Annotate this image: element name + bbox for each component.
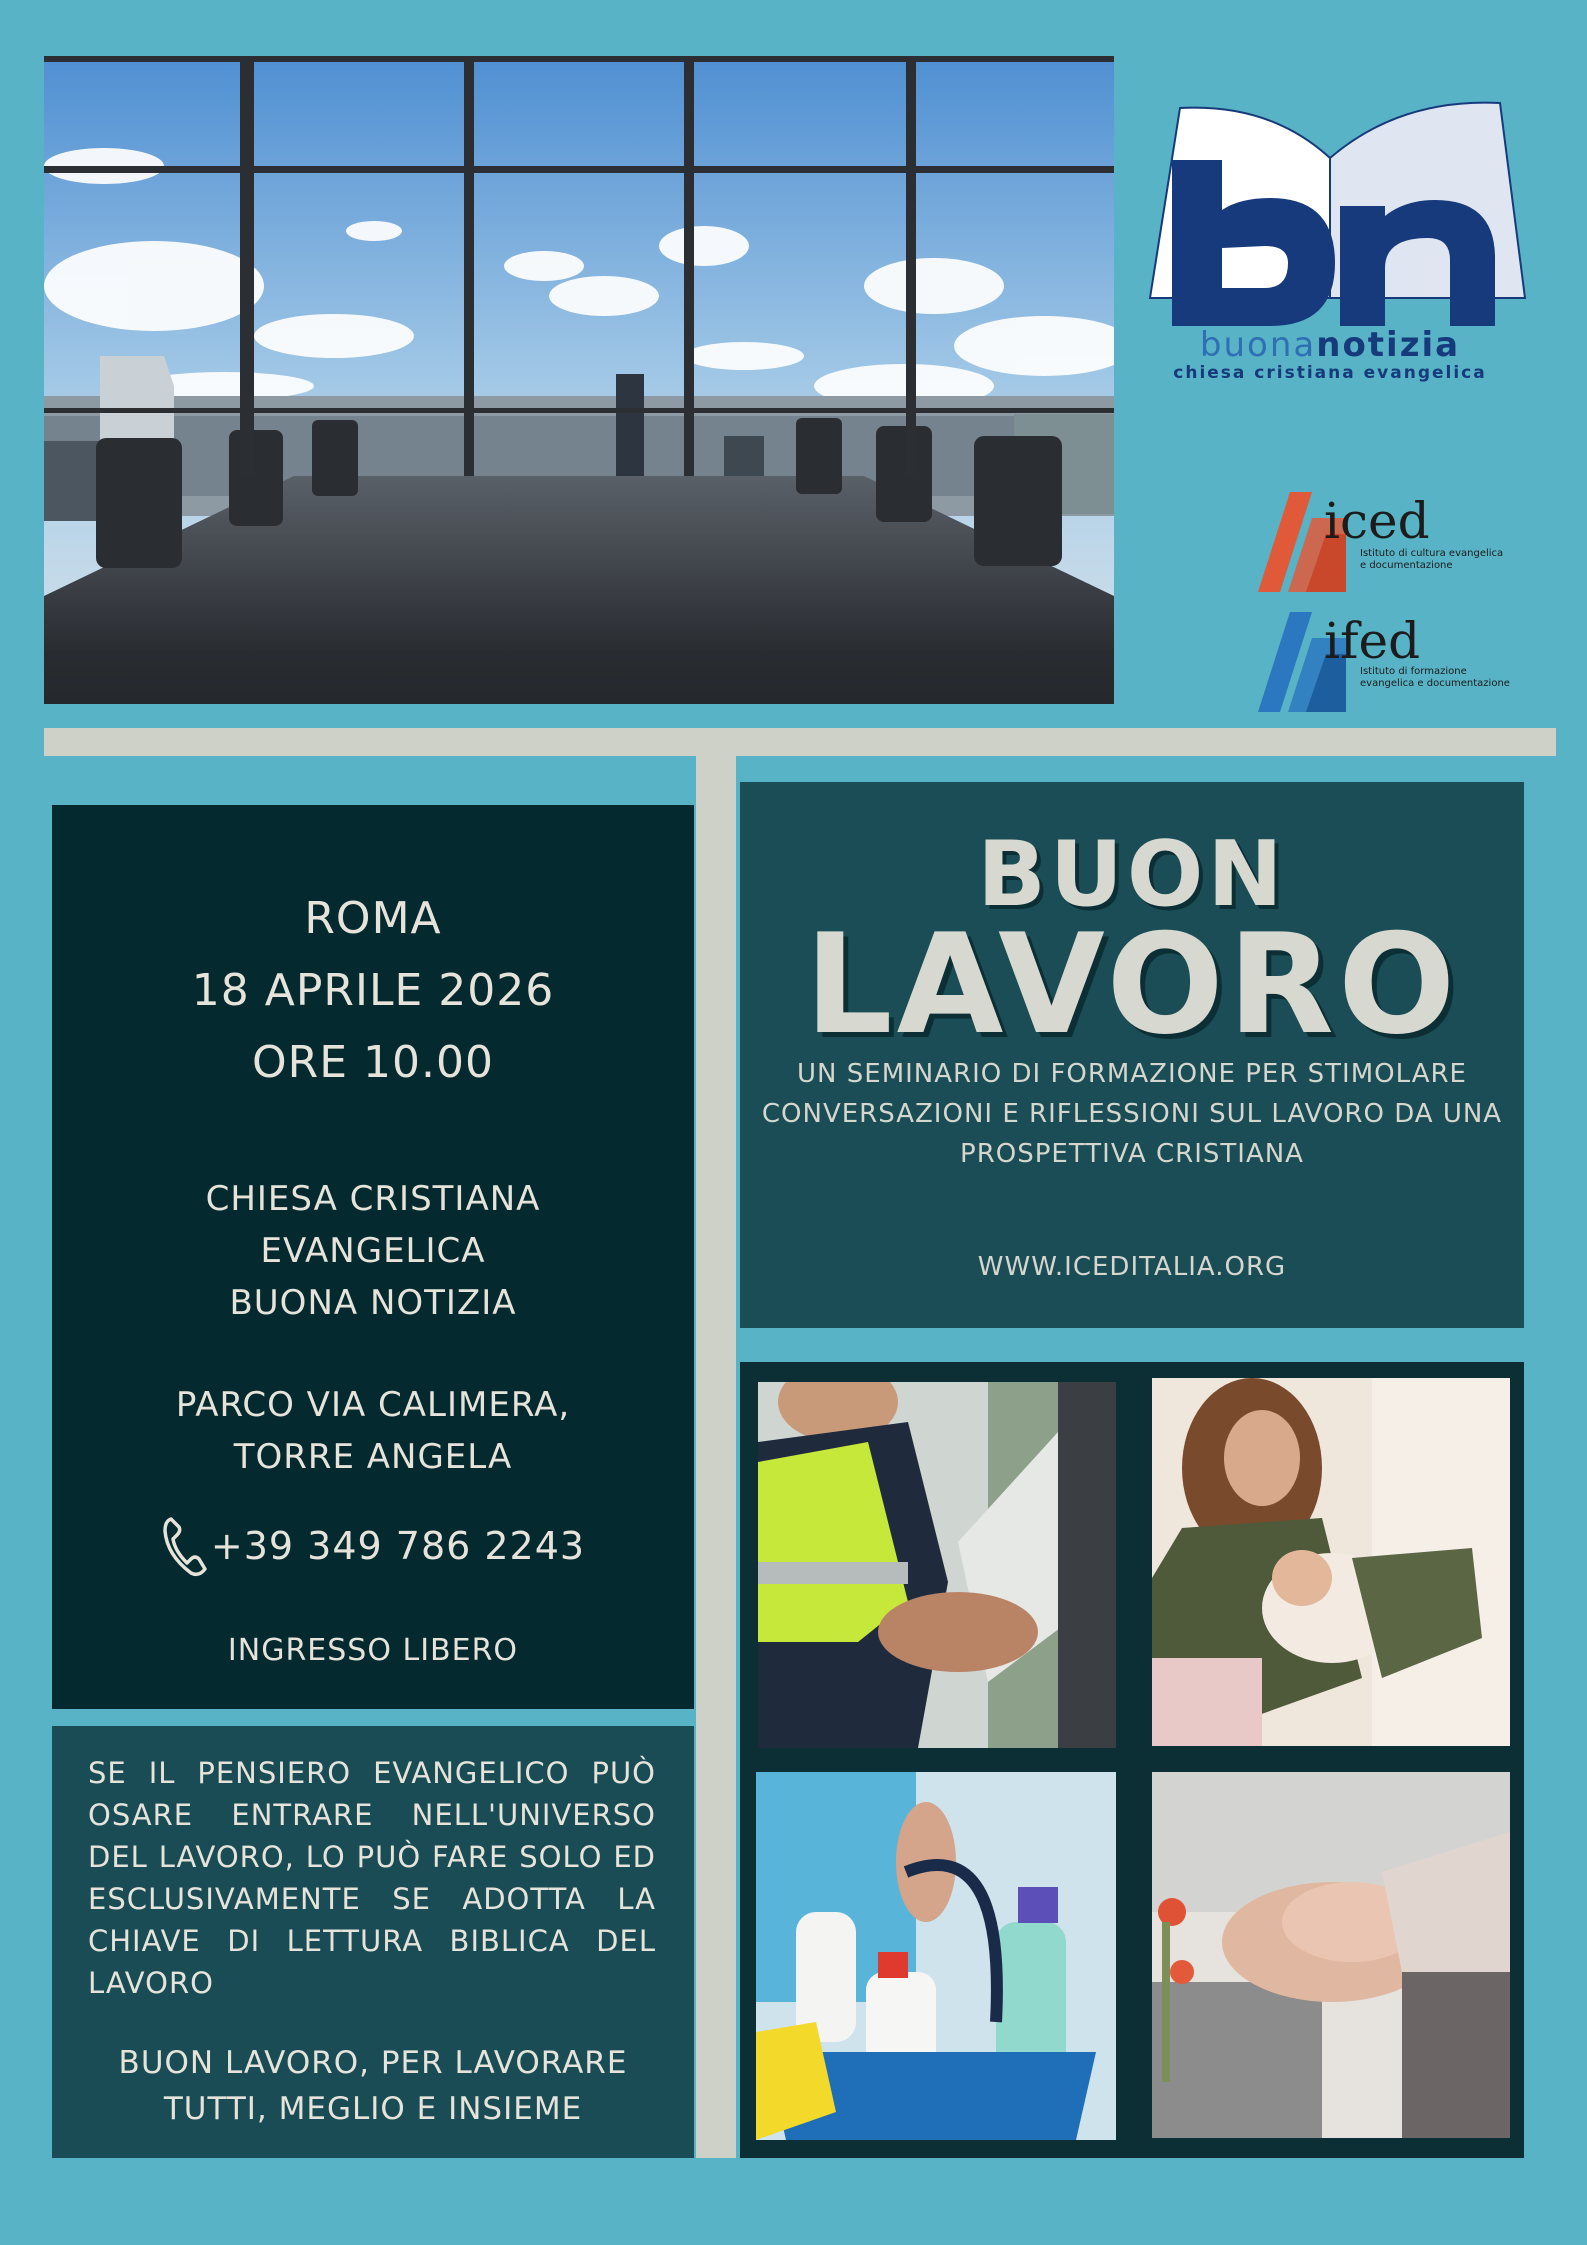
logo-tagline: chiesa cristiana evangelica	[1173, 363, 1487, 383]
quote-slogan	[52, 2040, 694, 2132]
title-panel	[740, 782, 1524, 1328]
address-line-2: TORRE ANGELA	[233, 1437, 513, 1477]
svg-text:buonanotizia	[1200, 325, 1460, 365]
event-phone	[52, 1515, 694, 1577]
entry-note: INGRESSO LIBERO	[227, 1633, 519, 1668]
event-time: ORE 10.00	[252, 1037, 494, 1088]
iced-tagline-2: e documentazione	[1360, 560, 1453, 571]
event-date: 18 APRILE 2026	[191, 965, 555, 1016]
event-address	[52, 1379, 694, 1483]
venue-line-2: EVANGELICA	[260, 1231, 486, 1271]
horizontal-divider-bar	[44, 728, 1556, 756]
quote-text: SE IL PENSIERO EVANGELICO PUÒ OSARE ENTRARE NELL'UNIVERSO DEL LAVORO, LO PUÒ FARE SOLO ED ESCLUSIVAMENTE SE ADOTTA LA CHIAVE DI LETTURA BIBLICA DEL LAVORO	[88, 1756, 656, 2000]
photo-cleaning-supplies	[756, 1772, 1116, 2140]
iced-tagline-1: Istituto di cultura evangelica	[1360, 548, 1504, 559]
ifed-logo	[1250, 608, 1520, 718]
event-info-panel	[52, 805, 694, 1709]
title-line-2: LAVORO	[804, 904, 1460, 1065]
address-line-1: PARCO VIA CALIMERA,	[175, 1385, 571, 1425]
website-link[interactable]: WWW.ICEDITALIA.ORG	[977, 1252, 1287, 1282]
ifed-tagline-1: Istituto di formazione	[1360, 666, 1467, 677]
vertical-divider-bar	[696, 728, 736, 2158]
logo-name-part1: buona	[1199, 325, 1317, 365]
subtitle-line-3: PROSPETTIVA CRISTIANA	[960, 1139, 1304, 1169]
logo-name-part2: notizia	[1316, 325, 1461, 365]
iced-name: iced	[1324, 492, 1430, 550]
quote-panel	[52, 1726, 694, 2158]
phone-icon	[161, 1515, 209, 1577]
buona-notizia-logo	[1130, 98, 1530, 398]
venue-line-3: BUONA NOTIZIA	[229, 1283, 517, 1323]
phone-number: +39 349 786 2243	[210, 1524, 586, 1568]
subtitle-line-1: UN SEMINARIO DI FORMAZIONE PER STIMOLARE	[797, 1059, 1467, 1089]
ifed-tagline-2: evangelica e documentazione	[1360, 678, 1510, 689]
photo-holding-hands	[1152, 1772, 1510, 2138]
hero-photo-boardroom	[44, 56, 1114, 704]
photo-worker-handshake	[758, 1382, 1116, 1748]
slogan-line-2: TUTTI, MEGLIO E INSIEME	[163, 2091, 583, 2127]
subtitle-line-2: CONVERSAZIONI E RIFLESSIONI SUL LAVORO DA UNA	[761, 1099, 1503, 1129]
photo-mother-baby	[1152, 1378, 1510, 1746]
slogan-line-1: BUON LAVORO, PER LAVORARE	[118, 2045, 628, 2081]
title-line-1: BUON	[977, 822, 1287, 927]
iced-logo	[1250, 488, 1510, 598]
ifed-name: ifed	[1324, 612, 1421, 670]
photos-panel	[740, 1362, 1524, 2158]
subtitle	[750, 1054, 1514, 1174]
venue-line-1: CHIESA CRISTIANA	[205, 1179, 541, 1219]
event-city: ROMA	[304, 893, 442, 944]
event-venue	[52, 1173, 694, 1329]
